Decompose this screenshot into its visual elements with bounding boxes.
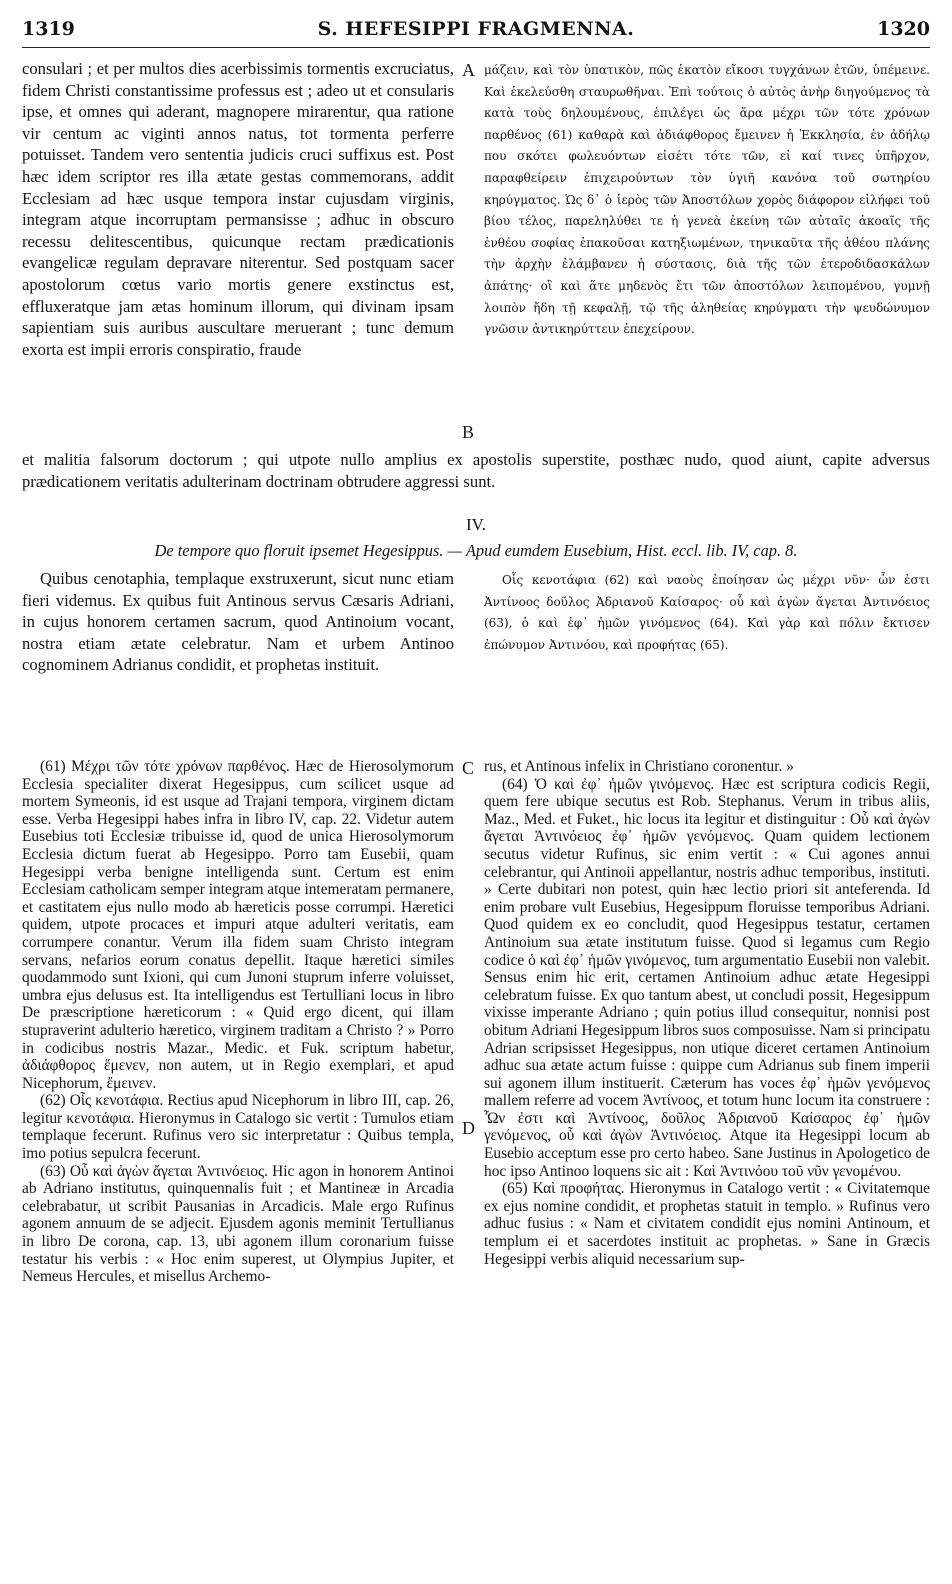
footnote-61: (61) Μέχρι τῶν τότε χρόνων παρθένος. Hæc de Hierosolymorum Ecclesia specialiter dixerat Hegesippus, cum scilicet usque ad mortem Symeonis, id est usque ad Trajani tempora, virginem dictam esse. Verba Hegesippi habes infra in libro IV, cap. 22. Videtur autem Eusebius toti Ecclesiæ tribuisse id, quod de unica Hierosolymorum Ecclesia dictum fuerat ab Hegesippo. Porro tam Eusebii, quam Hegesippi verba benigne intelligenda sunt. Certum est enim Ecclesiam catholicam semper integram atque intemeratam permanere, et castitatem ejus nullo modo ab hæreticis posse corrumpi. Hæretici quidem, utpote procaces et impuri atque adulteri veritatis, eam corrumpere conantur. Verum illa fidem suam Christo integram servans, nefarios eorum conatus depellit. Itaque hæretici similes quodammodo sunt Ixioni, qui cum Junoni stuprum inferre voluisset, umbra ejus delusus est. Ita intelligendus est Tertulliani locus in libro De præscriptione hæreticorum : « Quid ergo dicent, qui illam stupraverint adulterio hæretico, virginem traditam a Christo ? » Porro in codicibus nostris Mazar., Medic. et Fuk. scriptum habetur, ἀδιάφθορος ἔμενεν, non autem, ut in Regio exemplari, et apud Nicephorum, ἔμεινεν.: [22, 758, 454, 1092]
left-page-number: 1319: [22, 18, 75, 40]
section-number: IV.: [466, 515, 486, 534]
notes-right-column: [484, 758, 930, 1566]
running-header: [22, 18, 930, 44]
section2-latin-column: Quibus cenotaphia, templaque exstruxerunt, sicut nunc etiam fieri videmus. Ex quibus fuit Antinous servus Cæsaris Adriani, in cujus honorem certamen sacrum, quod Antinoium vocant, nostra etiam ætate celebratur. Nam et urbem Antinoo cognominem Adrianus condidit, et prophetas instituit.: [22, 569, 454, 675]
footnote-64: (64) Ὁ καὶ ἐφ᾽ ἡμῶν γινόμενος. Hæc est scriptura codicis Regii, quem fere ubique secutus est Rob. Stephanus. Verum in tribus aliis, Maz., Med. et Fuket., hic locus ita legitur et distinguitur : Οὗ καὶ ἀγὼν ἄγεται Ἀντινόειος ἐφ᾽ ἡμῶν γενόμενος. Quam quidem lectionem secutus videtur Rufinus, sic enim vertit : « Cui agones annui celebrantur, qui Antinoii appellantur, nostris adhuc temporibus, instituti. » Certe dubitari non potest, quin hæc lectio priori sit anteferenda. Id enim probare vult Eusebius, Hegesippum floruisse temporibus Adriani. Quod quidem ex eo concludit, quod Hegesippus testatur, certamen Antinoium sua ætate institutum fuisse. Quod si legamus cum Regio codice ὁ καὶ ἐφ᾽ ἡμῶν γινόμενος, tum argumentatio Eusebii non valebit. Sensus enim hic erit, certamen Antinoium adhuc ætate Hegesippi celebratum fuisse. Ex quo tantum abest, ut concludi possit, Hegesippum vixisse imperante Adriano ; quin potius illud consequitur, nonnisi post obitum Adriani Hegesippum libros suos composuisse. Nam si principatu Adrian scripsisset Hegesippus, non utique diceret certamen Antinoium adhuc sua ætate actum fuisse : quippe cum Adrianus sub finem imperii sui agonem illum instituerit. Cæterum has voces ἐφ᾽ ἡμῶν γενόμενος mallem referre ad vocem Ἀντίνοος, et totum hunc locum ita construere : Ὧν ἐστι καὶ Ἀντίνοος, δοῦλος Ἀδριανοῦ Καίσαρος ἐφ᾽ ἡμῶν γενόμενος, οὗ καὶ ἀγὼν Ἀντινόειος. Atque ita Hegesippi locum ab Eusebio acceptum esse pro certo habeo. Sane Justinus in Apologetico de hoc ipso Antinoo loquens sic ait : Καὶ Ἀντινόου τοῦ νῦν γενομένου.: [484, 775, 930, 1180]
margin-letter-d: D: [462, 1118, 475, 1138]
footnote-65: (65) Καὶ προφήτας. Hieronymus in Catalogo vertit : « Civitatemque ex ejus nomine condidit, et prophetas statuit in templo. » Rufinus vero adhuc fusius : « Nam et civitatem condidit ejus nomini Antinoum, et templum ei et sacerdotes instituit ac prophetas. » Sane in Græcis Hegesippi verbis aliquid necessarium sup-: [484, 1180, 930, 1268]
section1-continuation: et malitia falsorum doctorum ; qui utpote nullo amplius ex apostolis superstite, posthæc nudo, quod aiunt, capite adversus prædicationem veritatis adulterinam doctrinam obtrudere aggressi sunt.: [22, 450, 930, 491]
section1-latin-column: consulari ; et per multos dies acerbissimis tormentis excruciatus, fidem Christi constantissime professus est ; adeo ut et consularis ipse, et omnes qui aderant, magnopere mirarentur, qua ratione vir centum ac viginti annos natus, tot tormenta perferre potuisset. Tandem vero sententia judicis cruci suffixus est. Post hæc idem scriptor res illa ætate gestas commemorans, addit Ecclesiam ad hæc usque tempora instar cujusdam virginis, integram atque incorruptam permansisse ; adhuc in obscuro recessu delitescentibus, quicunque rectam prædicationis evangelicæ regulam depravare niterentur. Sed postquam sacer apostolorum cœtus vario mortis genere exstinctus est, effluxeratque jam ætas hominum illorum, qui divinam ipsam sapientiam suis auribus auscultare meruerant ; tunc demum exorta est impii erroris conspiratio, fraude: [22, 59, 454, 359]
margin-letter-a: A: [462, 60, 475, 80]
footnote-63: (63) Οὗ καὶ ἀγὼν ἄγεται Ἀντινόειος. Hic agon in honorem Antinoi ab Adriano institutus, quinquennalis fuit ; et Mantineæ in Arcadia celebrabatur, ut scribit Pausanias in Arcadicis. Male ergo Rufinus agonem annuum de se adjecit. Ejusdem agonis meminit Tertullianus in libro De corona, cap. 13, ubi agonem illum coronarium fuisse testatur his verbis : « Hoc enim superest, ut Olympius Jupiter, et Nemeus Hercules, et misellus Archemo-: [22, 1162, 454, 1286]
running-title: S. HEFESIPPI FRAGMENNA.: [317, 18, 635, 40]
section2-greek-column: Οἷς κενοτάφια (62) καὶ ναοὺς ἐποίησαν ὡς μέχρι νῦν· ὧν ἐστι Ἀντίνοος δοῦλος Ἀδριανοῦ Καίσαρος· οὗ καὶ ἀγὼν ἄγεται Ἀντινόειος (63), ὁ καὶ ἐφ᾽ ἡμῶν γινόμενος (64). Καὶ γὰρ καὶ πόλιν ἔκτισεν ἐπώνυμον Ἀντινόου, καὶ προφήτας (65).: [484, 573, 930, 652]
right-page-number: 1320: [877, 18, 930, 40]
footnote-62: (62) Οἷς κενοτάφια. Rectius apud Nicephorum in libro III, cap. 26, legitur κενοτάφια. Hieronymus in Catalogo sic vertit : Tumulos etiam templaque fecerunt. Rufinus vero sic interpretatur : Quibus templa, imo potius sepulcra fecerunt.: [22, 1092, 454, 1163]
section-title: De tempore quo floruit ipsemet Hegesippus. — Apud eumdem Eusebium, Hist. eccl. lib. IV, cap. 8.: [154, 541, 798, 560]
header-rule: [22, 47, 930, 48]
margin-letter-c: C: [462, 758, 475, 778]
notes-left-column: [22, 758, 454, 1566]
section1-greek-column: μάζειν, καὶ τὸν ὑπατικὸν, πῶς ἑκατὸν εἴκοσι τυγχάνων ἐτῶν, ὑπέμεινε. Καὶ ἐκελεύσθη σταυρωθῆναι. Ἐπὶ τούτοις ὁ αὐτὸς ἀνὴρ διηγούμενος τὰ κατὰ τοὺς δηλουμένους, ἐπιλέγει ὡς ἄρα μέχρι τῶν τότε χρόνων παρθένος (61) καθαρὰ καὶ ἀδιάφθορος ἔμεινεν ἡ Ἐκκλησία, ἐν ἀδήλῳ που σκότει φωλευόντων εἰσέτι τότε τῶν, εἰ καί τινες ὑπῆρχον, παραφθείρειν ἐπιχειρούντων τὸν ὑγιῆ κανόνα τοῦ σωτηρίου κηρύγματος. Ὡς δ᾽ ὁ ἱερὸς τῶν Ἀποστόλων χορὸς διάφορον εἰλήφει τοῦ βίου τέλος, παρεληλύθει τε ἡ γενεὰ ἐκείνη τῶν αὐταῖς ἀκοαῖς τῆς ἐνθέου σοφίας ἐπακοῦσαι κατηξιωμένων, τηνικαῦτα τῆς ἀθέου πλάνης τὴν ἀρχὴν ἐλάμβανεν ἡ σύστασις, διὰ τῆς τῶν ἑτεροδιδασκάλων ἀπάτης· οἳ καὶ ἅτε μηδενὸς ἔτι τῶν ἀποστόλων λειπομένου, γυμνῇ λοιπὸν ἤδη τῇ κεφαλῇ, τῷ τῆς ἀληθείας κηρύγματι τὴν ψευδώνυμον γνῶσιν ἀντικηρύττειν ἐπεχείρουν.: [484, 63, 930, 337]
margin-letter-b: B: [462, 422, 475, 442]
footnote-63-continuation: rus, et Antinous infelix in Christiano coronentur. »: [484, 758, 794, 775]
